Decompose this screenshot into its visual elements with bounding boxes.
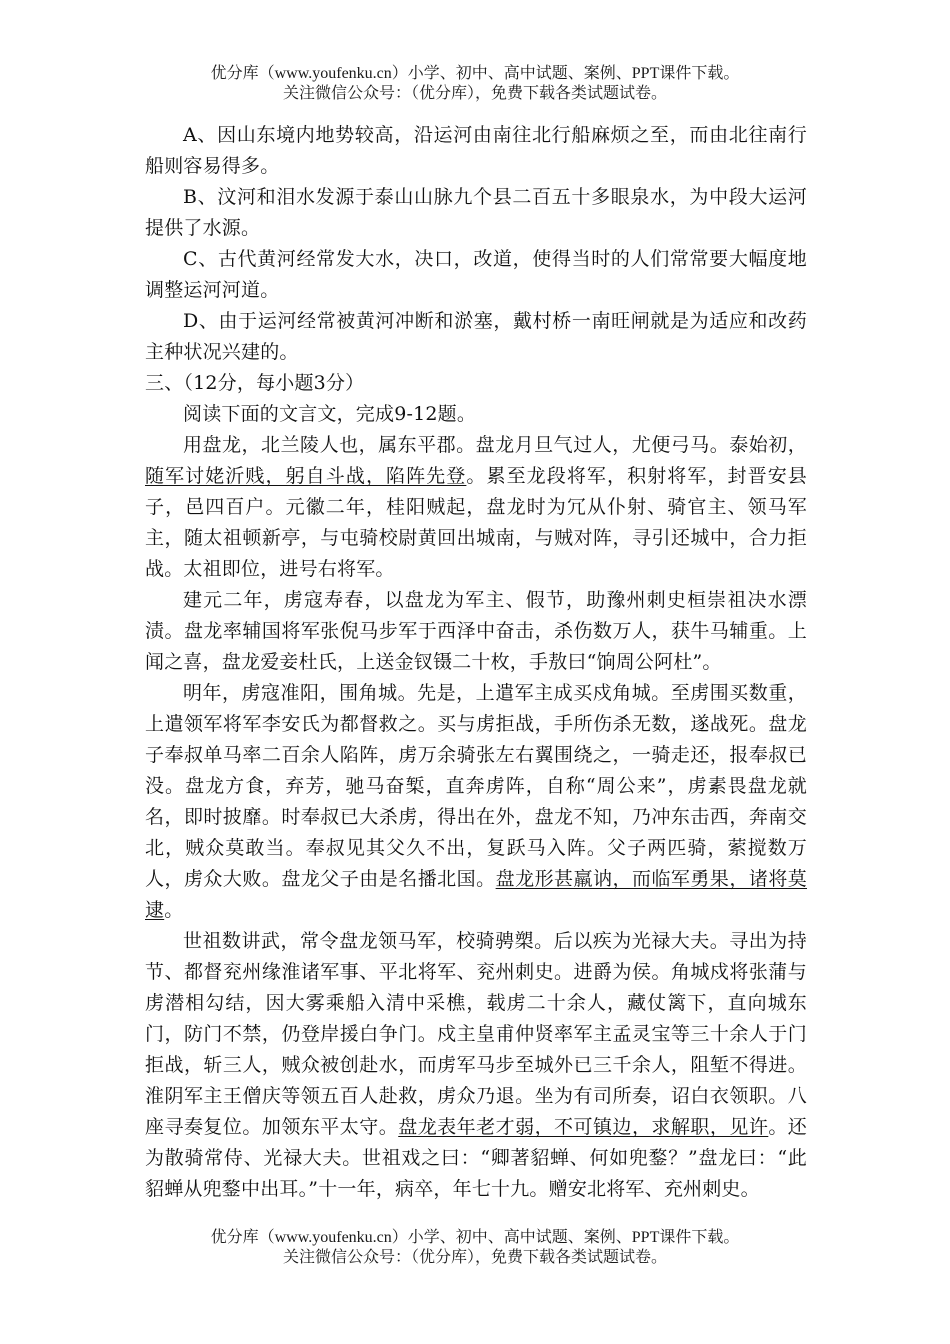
underlined-sentence-2: 盘龙形甚羸讷，而临军勇果，诸将莫逮 [145, 868, 808, 921]
option-c: C、古代黄河经常发大水，决口，改道，使得当时的人们常常要大幅度地调整运河河道。 [145, 248, 807, 301]
header-line-2: 关注微信公众号：（优分库），免费下载各类试题试卷。 [282, 85, 667, 102]
footer-line-1: 优分库（www.youfenku.cn）小学、初中、高中试题、案例、PPT课件下载。 [210, 1229, 740, 1246]
passage-text: 明年，虏寇准阳，围角城。先是，上遣军主成买戍角城。至虏围买数重，上遣领军将军李安氏为都督救之。买与虏拒战，手所伤杀无数，遂战死。盘龙子奉叔单马率二百余人陷阵，虏万余骑张左右翼围绕之，一骑走还，报奉叔已没。盘龙方食，弃芳，驰马奋椠，直奔虏阵，自称“周公来”，虏素畏盘龙就名，即时披靡。时奉叔已大杀虏，得出在外，盘龙不知，乃冲东击西，奔南交北，贼众莫敢当。奉叔见其父久不出，复跃马入阵。父子两匹骑，萦搅数万人，虏众大败。盘龙父子由是名播北国。 [145, 682, 807, 890]
passage-text: 。还为散骑常侍、光禄大夫。世祖戏之曰：“卿著貂蝉、何如兜鍪？”盘龙曰：“此貂蝉从兜鍪中出耳。”十一年，病卒，年七十九。赠安北将军、充州刺史。 [145, 1116, 807, 1200]
header-line-1: 优分库（www.youfenku.cn）小学、初中、高中试题、案例、PPT课件下载。 [210, 65, 740, 82]
section-instruction: 阅读下面的文言文，完成9-12题。 [183, 403, 477, 425]
passage-text: 用盘龙，北兰陵人也，属东平郡。盘龙月旦气过人，尤便弓马。泰始初， [183, 434, 807, 456]
underlined-sentence-3: 盘龙表年老才弱，不可镇边，求解职，见许 [398, 1116, 769, 1138]
page-footer [0, 1228, 950, 1268]
footer-line-2: 关注微信公众号：（优分库），免费下载各类试题试卷。 [282, 1249, 667, 1266]
passage-paragraph-3 [145, 678, 807, 926]
passage-text: 。累至龙段将军，积射将军，封晋安县子，邑四百户。元徽二年，桂阳贼起，盘龙时为冗从仆射、骑官主、领马军主，随太祖顿新亭，与屯骑校尉黄回出城南，与贼对阵，寻引还城中，合力拒战。太祖即位，进号右将军。 [145, 465, 808, 580]
passage-text: 世祖数讲武，常令盘龙领马军，校骑骋槊。后以疾为光禄大夫。寻出为持节、都督兖州缘淮诸军事、平北将军、兖州刺史。进爵为侯。角城戍将张蒲与虏潜相勾结，因大雾乘船入清中采樵，载虏二十余人，藏仗篱下，直向城东门，防门不禁，仍登岸援白争门。戍主皇甫仲贤率军主孟灵宝等三十余人于门拒战，斩三人，贼众被创赴水，而虏军马步至城外已三千余人，阻堑不得进。淮阴军主王僧庆等领五百人赴救，虏众乃退。坐为有司所奏，诏白衣领职。八座寻奏复位。加领东平太守。 [145, 930, 807, 1138]
passage-paragraph-1 [145, 430, 807, 585]
underlined-sentence-1: 随军讨姥沂贱，躬自斗战，陷阵先登 [145, 465, 467, 487]
option-a: A、因山东境内地势较高，沿运河由南往北行船麻烦之至，而由北往南行船则容易得多。 [145, 124, 807, 177]
option-d: D、由于运河经常被黄河冲断和淤塞，戴村桥一南旺闸就是为适应和改药主种状况兴建的。 [145, 310, 807, 363]
page-header [0, 64, 950, 104]
passage-text: 。 [164, 899, 184, 921]
passage-paragraph-4 [145, 926, 807, 1205]
option-b: B、汶河和泪水发源于泰山山脉九个县二百五十多眼泉水，为中段大运河提供了水源。 [145, 186, 807, 239]
document-body [145, 120, 807, 1205]
section-heading: 三、（12分，每小题3分） [145, 372, 365, 394]
passage-paragraph-2: 建元二年，虏寇寿春，以盘龙为军主、假节，助豫州刺史桓崇祖决水漂渍。盘龙率辅国将军张倪马步军于西泽中奋击，杀伤数万人，获牛马辅重。上闻之喜，盘龙爱妾杜氏，上送金钗镊二十枚，手敖曰“饷周公阿杜”。 [145, 589, 807, 673]
